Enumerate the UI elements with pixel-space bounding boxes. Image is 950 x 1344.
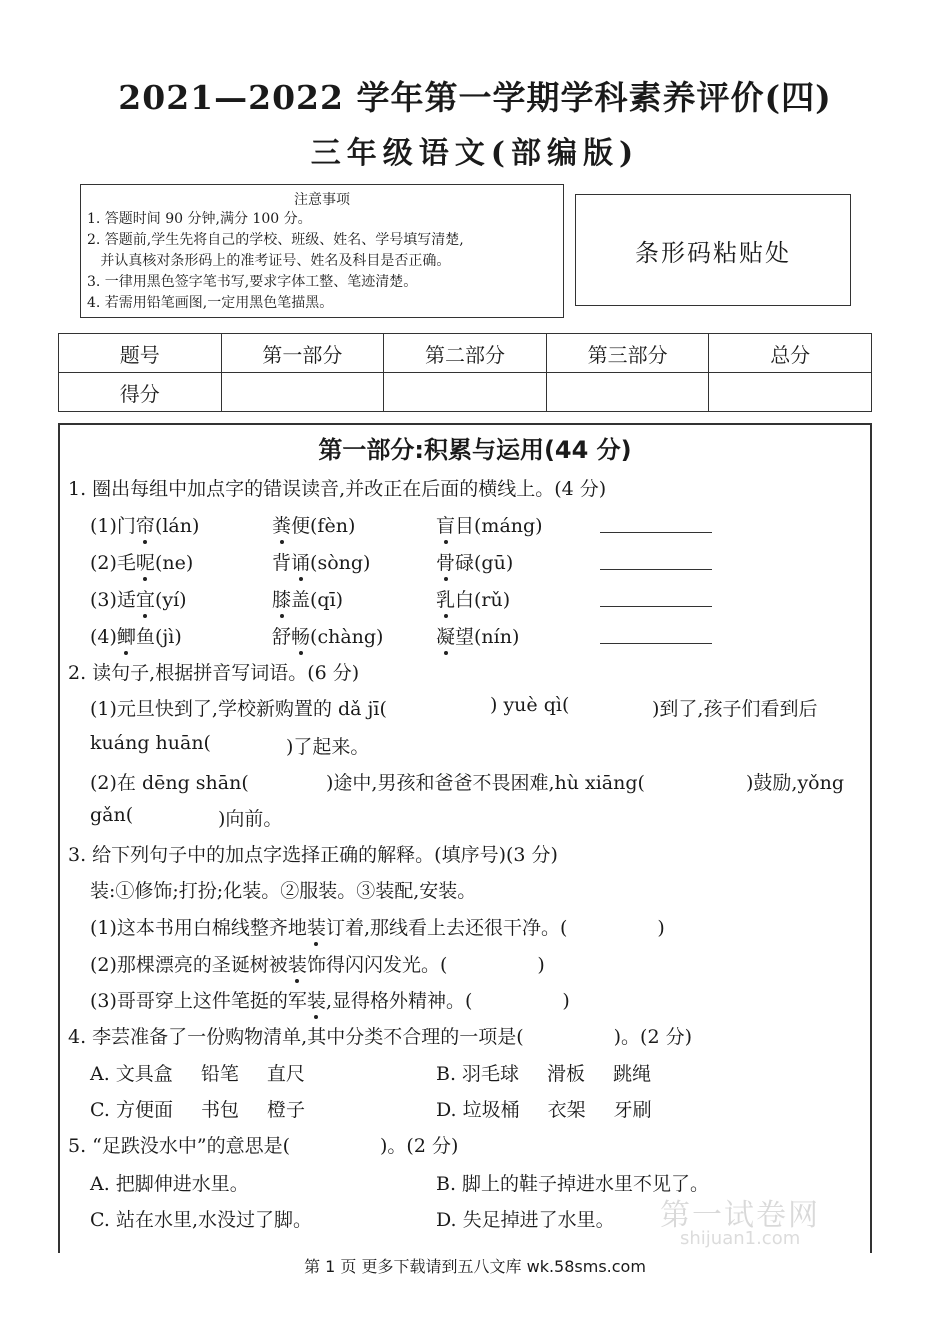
score-cell[interactable] <box>221 373 384 412</box>
q3-definition: 装:①修饰;打扮;化装。②服装。③装配,安装。 <box>90 880 477 902</box>
score-table <box>58 333 872 412</box>
q4-option: C. 方便面 书包 橙子 <box>90 1099 305 1121</box>
notice-line: 1. 答题时间 90 分钟,满分 100 分。 <box>87 211 312 227</box>
q1-item: 粪便(fèn) <box>272 515 356 537</box>
page-footer: 第 1 页 更多下载请到五八文库 wk.58sms.com <box>304 1257 646 1276</box>
q2-line: kuáng huān( <box>90 732 211 754</box>
q4-stem: 4. 李芸准备了一份购物清单,其中分类不合理的一项是( )。(2 分) <box>68 1026 692 1048</box>
q2-line: )向前。 <box>218 808 283 830</box>
q3-sentence: (3)哥哥穿上这件笔挺的军装,显得格外精神。( ) <box>90 990 570 1012</box>
q2-line: (2)在 dēng shān( <box>90 772 249 794</box>
answer-line[interactable] <box>600 643 712 644</box>
q1-item: (1)门帘(lán) <box>90 515 200 537</box>
q2-line: )途中,男孩和爸爸不畏困难,hù xiāng( <box>326 772 645 794</box>
answer-line[interactable] <box>600 532 712 533</box>
q1-item: 舒畅(chàng) <box>272 626 384 648</box>
q2-line: gǎn( <box>90 804 134 826</box>
q2-line: )鼓励,yǒng <box>746 772 845 794</box>
q4-option: A. 文具盒 铅笔 直尺 <box>90 1063 305 1085</box>
answer-line[interactable] <box>600 606 712 607</box>
notice-line: 并认真核对条形码上的准考证号、姓名及科目是否正确。 <box>87 253 451 269</box>
score-header: 第二部分 <box>384 334 547 373</box>
q3-sentence: (2)那棵漂亮的圣诞树被装饰得闪闪发光。( ) <box>90 954 545 976</box>
score-cell[interactable] <box>709 373 872 412</box>
q1-item: 骨碌(gū) <box>436 552 514 574</box>
notice-line: 2. 答题前,学生先将自己的学校、班级、姓名、学号填写清楚, <box>87 232 464 248</box>
watermark: 第一试卷网 <box>660 1198 820 1233</box>
exam-subtitle: 三年级语文(部编版) <box>310 136 640 171</box>
q5-option: B. 脚上的鞋子掉进水里不见了。 <box>436 1173 710 1195</box>
q4-option: D. 垃圾桶 衣架 牙刷 <box>436 1099 652 1121</box>
score-header: 第三部分 <box>546 334 709 373</box>
q1-item: (3)适宜(yí) <box>90 589 187 611</box>
q1-item: (4)鲫鱼(jì) <box>90 626 182 648</box>
q3-sentence: (1)这本书用白棉线整齐地装订着,那线看上去还很干净。( ) <box>90 917 665 939</box>
score-cell[interactable] <box>384 373 547 412</box>
score-header: 总分 <box>709 334 872 373</box>
q2-stem: 2. 读句子,根据拼音写词语。(6 分) <box>68 662 360 684</box>
q2-line: ) yuè qì( <box>490 694 570 716</box>
q2-line: (1)元旦快到了,学校新购置的 dǎ jī( <box>90 698 387 720</box>
q2-line: )到了,孩子们看到后 <box>652 698 818 720</box>
q1-item: (2)毛呢(ne) <box>90 552 194 574</box>
exam-title: 2021—2022 学年第一学期学科素养评价(四) <box>118 78 832 117</box>
watermark-sub: shijuan1.com <box>680 1228 801 1249</box>
q5-option: A. 把脚伸进水里。 <box>90 1173 249 1195</box>
q1-item: 乳白(rǔ) <box>436 589 511 611</box>
notice-title: 注意事项 <box>294 192 350 208</box>
notice-line: 4. 若需用铅笔画图,一定用黑色笔描黑。 <box>87 295 334 311</box>
q1-item: 背诵(sòng) <box>272 552 371 574</box>
answer-line[interactable] <box>600 569 712 570</box>
notice-line: 3. 一律用黑色签字笔书写,要求字体工整、笔迹清楚。 <box>87 274 418 290</box>
q1-item: 膝盖(qī) <box>272 589 344 611</box>
notice-box <box>80 184 564 318</box>
q5-stem: 5. “足跌没水中”的意思是( )。(2 分) <box>68 1135 459 1157</box>
q1-stem: 1. 圈出每组中加点字的错误读音,并改正在后面的横线上。(4 分) <box>68 478 607 500</box>
score-header: 第一部分 <box>221 334 384 373</box>
q2-line: )了起来。 <box>286 736 370 758</box>
q5-option: C. 站在水里,水没过了脚。 <box>90 1209 312 1231</box>
barcode-area: 条形码粘贴处 <box>575 194 851 306</box>
score-row-label: 得分 <box>59 373 222 412</box>
part1-title: 第一部分:积累与运用(44 分) <box>318 436 632 464</box>
q1-item: 凝望(nín) <box>436 626 520 648</box>
q1-item: 盲目(máng) <box>436 515 543 537</box>
q5-option: D. 失足掉进了水里。 <box>436 1209 615 1231</box>
score-cell[interactable] <box>546 373 709 412</box>
q4-option: B. 羽毛球 滑板 跳绳 <box>436 1063 652 1085</box>
score-header: 题号 <box>59 334 222 373</box>
q3-stem: 3. 给下列句子中的加点字选择正确的解释。(填序号)(3 分) <box>68 844 558 866</box>
